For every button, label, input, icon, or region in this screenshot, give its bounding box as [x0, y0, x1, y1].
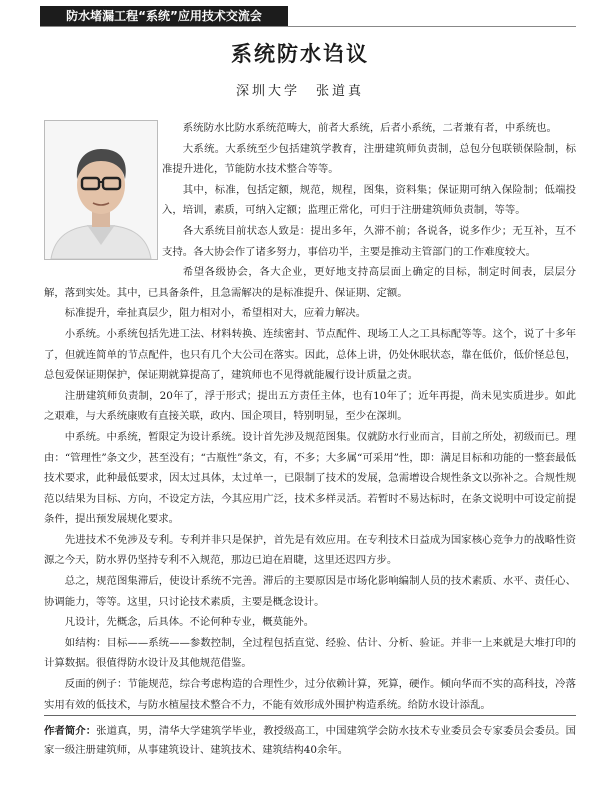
author-note-label: 作者简介：: [44, 725, 97, 737]
paragraph: 小系统。小系统包括先进工法、材料转换、连续密封、节点配件、现场工人之工具标配等等。这个，说了十多年了，但就连简单的节点配件，也只有几个大公司在落实。因此，总体上讲，仍处休眠状态，靠在低价，低价怪总包，总包爱保证期保护，保证期就算提高了，建筑师也不见得就能履行设计质量之责。: [44, 327, 576, 382]
author-note: [44, 722, 576, 760]
article-title: 系统防水诌议: [231, 42, 369, 66]
paragraph: 希望各级协会，各大企业，更好地支持高层面上确定的目标，制定时间表，层层分解，落到实处。其中，已具备条件，且急需解决的是标准提升、保证期、定额。: [44, 266, 576, 299]
paragraph: 先进技术不免涉及专利。专利并非只是保护，首先是有效应用。在专利技术日益成为国家核心竞争力的战略性资源之今天，防水界仍坚持专利不入规范，那边已迫在眉睫，这里还迟四方步。: [44, 533, 576, 567]
paragraph: 凡设计，先概念，后具体。不论何种专业，概莫能外。: [64, 616, 315, 629]
paragraph: 反面的例子：节能规范，综合考虑构造的合理性少，过分依赖计算，死算，硬作。倾向华而不实的高科技，冷落实用有效的低技术，与防水植屋技术整合不力，不能有效形成外围护构造系统。给防水设计添乱。: [44, 678, 576, 711]
paragraph: 标准提升，牵扯真层少，阻力相对小，希望相对大，应着力解决。: [64, 307, 367, 320]
paragraph: 其中，标准，包括定额，规范，规程，图集，资料集；保证期可纳入保险制；低端投入，培训，素质，可纳入定额；监理正常化，可归于注册建筑师负责制，等等。: [162, 183, 576, 217]
conference-banner: 防水堵漏工程“系统”应用技术交流会: [40, 6, 288, 26]
footer-divider: [44, 715, 576, 716]
article-body: [44, 118, 576, 715]
paragraph: 如结构：目标——系统——参数控制，全过程包括直觉、经验、估计、分析、验证。并非一上来就是大堆打印的计算数据。很值得防水设计及其他规范借鉴。: [44, 636, 576, 670]
paragraph: 大系统。大系统至少包括建筑学教育，注册建筑师负责制，总包分包联锁保险制，标准提升进化，节能防水技术整合等等。: [162, 142, 576, 176]
paragraph: 各大系统目前状态人致是：提出多年，久滞不前；各说各，说多作少；无互补，互不支持。各大协会作了诸多努力，事倍功半，主要是推动主管部门的工作难度较大。: [162, 224, 576, 258]
article-byline: 深圳大学 张道真: [235, 84, 364, 99]
author-note-text: 张道真，男，清华大学建筑学毕业，教授级高工，中国建筑学会防水技术专业委员会专家委员会委员。国家一级注册建筑师，从事建筑设计、建筑技术、建筑结构40余年。: [44, 725, 577, 756]
header-divider: [40, 26, 576, 27]
paragraph: 注册建筑师负责制，20年了，浮于形式；提出五方责任主体，也有10年了；近年再提，尚未见实质进步。如此之艰难，与大系统康败有直接关联，政内、国企项目，特别明显，至少在深圳。: [44, 389, 576, 423]
photo-spacer: [44, 118, 162, 268]
paragraph: 中系统。中系统，暂限定为设计系统。设计首先涉及规范图集。仅就防水行业而言，目前之所处，初级而已。理由：“管理性”条文少，甚至没有；“古瓶性”条文，有，不多；大多属“可采用”性，即：满足目标和功能的一整套最低技术要求，此种最低要求，因太过具体，太过单一，已限制了技术的发展，急需增设合规性条文以弥补之。合规性规范以结果为目标、方向，不设定方法，今其应用广泛，技术多样灵活。若暂时不易达标时，在条文说明中可设定前提条件，提出预发展规化要求。: [44, 430, 576, 526]
paragraph: 系统防水比防水系统范畴大，前者大系统，后者小系统，二者兼有者，中系统也。: [182, 122, 557, 134]
paragraph: 总之，规范图集滞后，使设计系统不完善。滞后的主要原因是市场化影响编制人员的技术素质、水平、责任心、协调能力，等等。这里，只讨论技术素质，主要是概念设计。: [44, 575, 576, 608]
